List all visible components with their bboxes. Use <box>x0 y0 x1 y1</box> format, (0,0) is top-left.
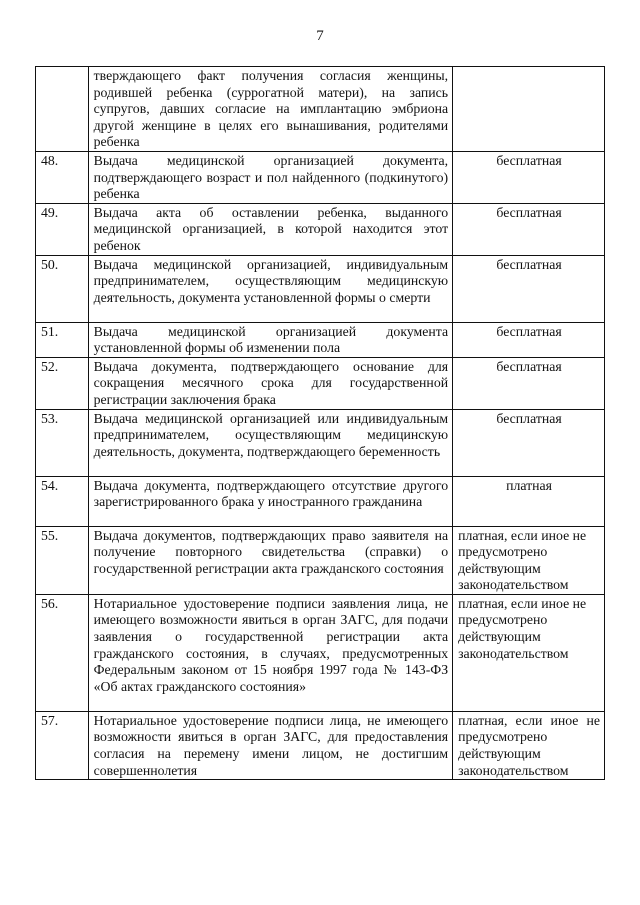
page-number: 7 <box>316 28 324 44</box>
fee-status: бесплатная <box>453 409 605 476</box>
service-description: Нотариальное удостоверение подписи лица, не имеющего возможности явиться в орган ЗАГС, для предоставления согласия на перемену имени лицом, не достигшим совершеннолетия <box>88 711 452 779</box>
table-row <box>36 594 605 711</box>
service-description: Выдача документа, подтверждающего основание для сокращения месячного срока для государственной регистрации заключения брака <box>88 357 452 409</box>
service-description: Нотариальное удостоверение подписи заявления лица, не имеющего возможности явиться в орган ЗАГС, для подачи заявления о государственной регистрации акта гражданского состояния, в случаях, предусмотренных Федеральным законом от 15 ноября 1997 года № 143-ФЗ «Об актах гражданского состояния» <box>88 594 452 711</box>
table-row <box>36 203 605 255</box>
row-number: 49. <box>36 203 89 255</box>
service-description: Выдача медицинской организацией или индивидуальным предпринимателем, осуществляющим медицинскую деятельность, документа, подтверждающего беременность <box>88 409 452 476</box>
fee-status: платная, если иное не предусмотрено действующим законодательством <box>453 594 605 711</box>
services-table <box>35 66 605 780</box>
service-description: Выдача документа, подтверждающего отсутствие другого зарегистрированного брака у иностранного гражданина <box>88 476 452 526</box>
row-number: 52. <box>36 357 89 409</box>
fee-status: бесплатная <box>453 357 605 409</box>
row-number: 51. <box>36 322 89 357</box>
table-row <box>36 322 605 357</box>
table-row <box>36 151 605 203</box>
table-row <box>36 476 605 526</box>
service-description: Выдача медицинской организацией документа установленной формы об изменении пола <box>88 322 452 357</box>
fee-status: платная, если иное не предусмотрено действующим законодательством <box>453 711 605 779</box>
service-description: Выдача акта об оставлении ребенка, выданного медицинской организацией, в которой находится этот ребенок <box>88 203 452 255</box>
fee-status: бесплатная <box>453 151 605 203</box>
table-row <box>36 255 605 322</box>
fee-status: бесплатная <box>453 322 605 357</box>
table-row <box>36 357 605 409</box>
row-number: 48. <box>36 151 89 203</box>
table-row <box>36 67 605 152</box>
fee-status: бесплатная <box>453 255 605 322</box>
service-description: тверждающего факт получения согласия женщины, родившей ребенка (суррогатной матери), на запись супругов, давших согласие на имплантацию эмбриона другой женщине в целях его вынашивания, родителями ребенка <box>88 67 452 152</box>
service-description: Выдача медицинской организацией, индивидуальным предпринимателем, осуществляющим медицинскую деятельность, документа установленной формы о смерти <box>88 255 452 322</box>
row-number: 56. <box>36 594 89 711</box>
row-number: 54. <box>36 476 89 526</box>
row-number <box>36 67 89 152</box>
row-number: 57. <box>36 711 89 779</box>
row-number: 50. <box>36 255 89 322</box>
service-description: Выдача медицинской организацией документа, подтверждающего возраст и пол найденного (подкинутого) ребенка <box>88 151 452 203</box>
fee-status: платная <box>453 476 605 526</box>
fee-status: платная, если иное не предусмотрено действующим законодательством <box>453 526 605 594</box>
table-row <box>36 526 605 594</box>
fee-status <box>453 67 605 152</box>
table-row <box>36 711 605 779</box>
row-number: 53. <box>36 409 89 476</box>
row-number: 55. <box>36 526 89 594</box>
service-description: Выдача документов, подтверждающих право заявителя на получение повторного свидетельства (справки) о государственной регистрации акта гражданского состояния <box>88 526 452 594</box>
table-row <box>36 409 605 476</box>
fee-status: бесплатная <box>453 203 605 255</box>
